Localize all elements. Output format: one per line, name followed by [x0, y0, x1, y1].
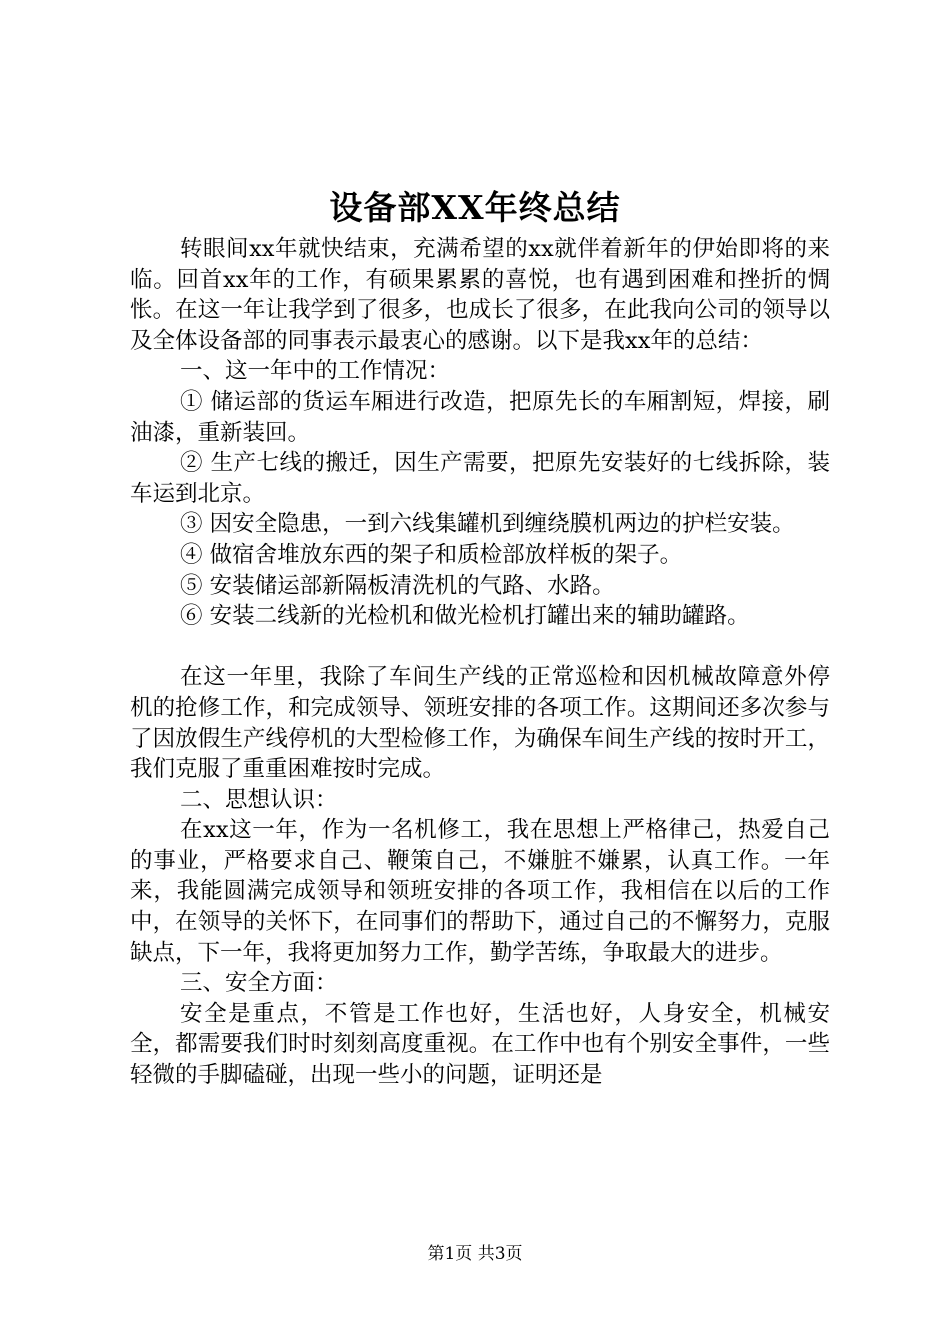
work-item-2: ② 生产七线的搬迁，因生产需要，把原先安装好的七线拆除，装车运到北京。 — [130, 450, 830, 507]
section-heading-work: 一、这一年中的工作情况： — [180, 358, 451, 385]
work-item-1: ① 储运部的货运车厢进行改造，把原先长的车厢割短，焊接，刷油漆，重新装回。 — [130, 388, 830, 446]
page-footer: 第1页 共3页 — [427, 1244, 523, 1264]
section-heading-safety: 三、安全方面： — [180, 970, 338, 997]
work-item-3: ③ 因安全隐患，一到六线集罐机到缠绕膜机两边的护栏安装。 — [180, 511, 795, 538]
work-item-4: ④ 做宿舍堆放东西的架子和质检部放样板的架子。 — [180, 541, 683, 568]
safety-paragraph: 安全是重点，不管是工作也好，生活也好，人身安全，机械安全，都需要我们时时刻刻高度重视。在工作中也有个别安全事件，一些轻微的手脚磕碰，出现一些小的问题，证明还是 — [130, 1000, 830, 1089]
section-heading-thinking: 二、思想认识： — [180, 786, 338, 813]
intro-paragraph: 转眼间xx年就快结束，充满希望的xx就伴着新年的伊始即将的来临。回首xx年的工作，有硕果累累的喜悦，也有遇到困难和挫折的惆怅。在这一年让我学到了很多，也成长了很多，在此我向公司的领导以及全体设备部的同事表示最衷心的感谢。以下是我xx年的总结： — [130, 236, 830, 354]
thinking-paragraph: 在xx这一年，作为一名机修工，我在思想上严格律己，热爱自己的事业，严格要求自己、鞭策自己，不嫌脏不嫌累，认真工作。一年来，我能圆满完成领导和领班安排的各项工作，我相信在以后的工作中，在领导的关怀下，在同事们的帮助下，通过自己的不懈努力，克服缺点，下一年，我将更加努力工作，勤学苦练，争取最大的进步。 — [130, 817, 830, 966]
document-title: 设备部XX年终总结 — [329, 188, 621, 227]
year-review-paragraph: 在这一年里，我除了车间生产线的正常巡检和因机械故障意外停机的抢修工作，和完成领导、领班安排的各项工作。这期间还多次参与了因放假生产线停机的大型检修工作，为确保车间生产线的按时开工，我们克服了重重困难按时完成。 — [130, 664, 830, 783]
work-item-5: ⑤ 安装储运部新隔板清洗机的气路、水路。 — [180, 572, 615, 599]
document-body — [130, 234, 830, 1091]
work-item-6: ⑥ 安装二线新的光检机和做光检机打罐出来的辅助罐路。 — [180, 603, 750, 630]
